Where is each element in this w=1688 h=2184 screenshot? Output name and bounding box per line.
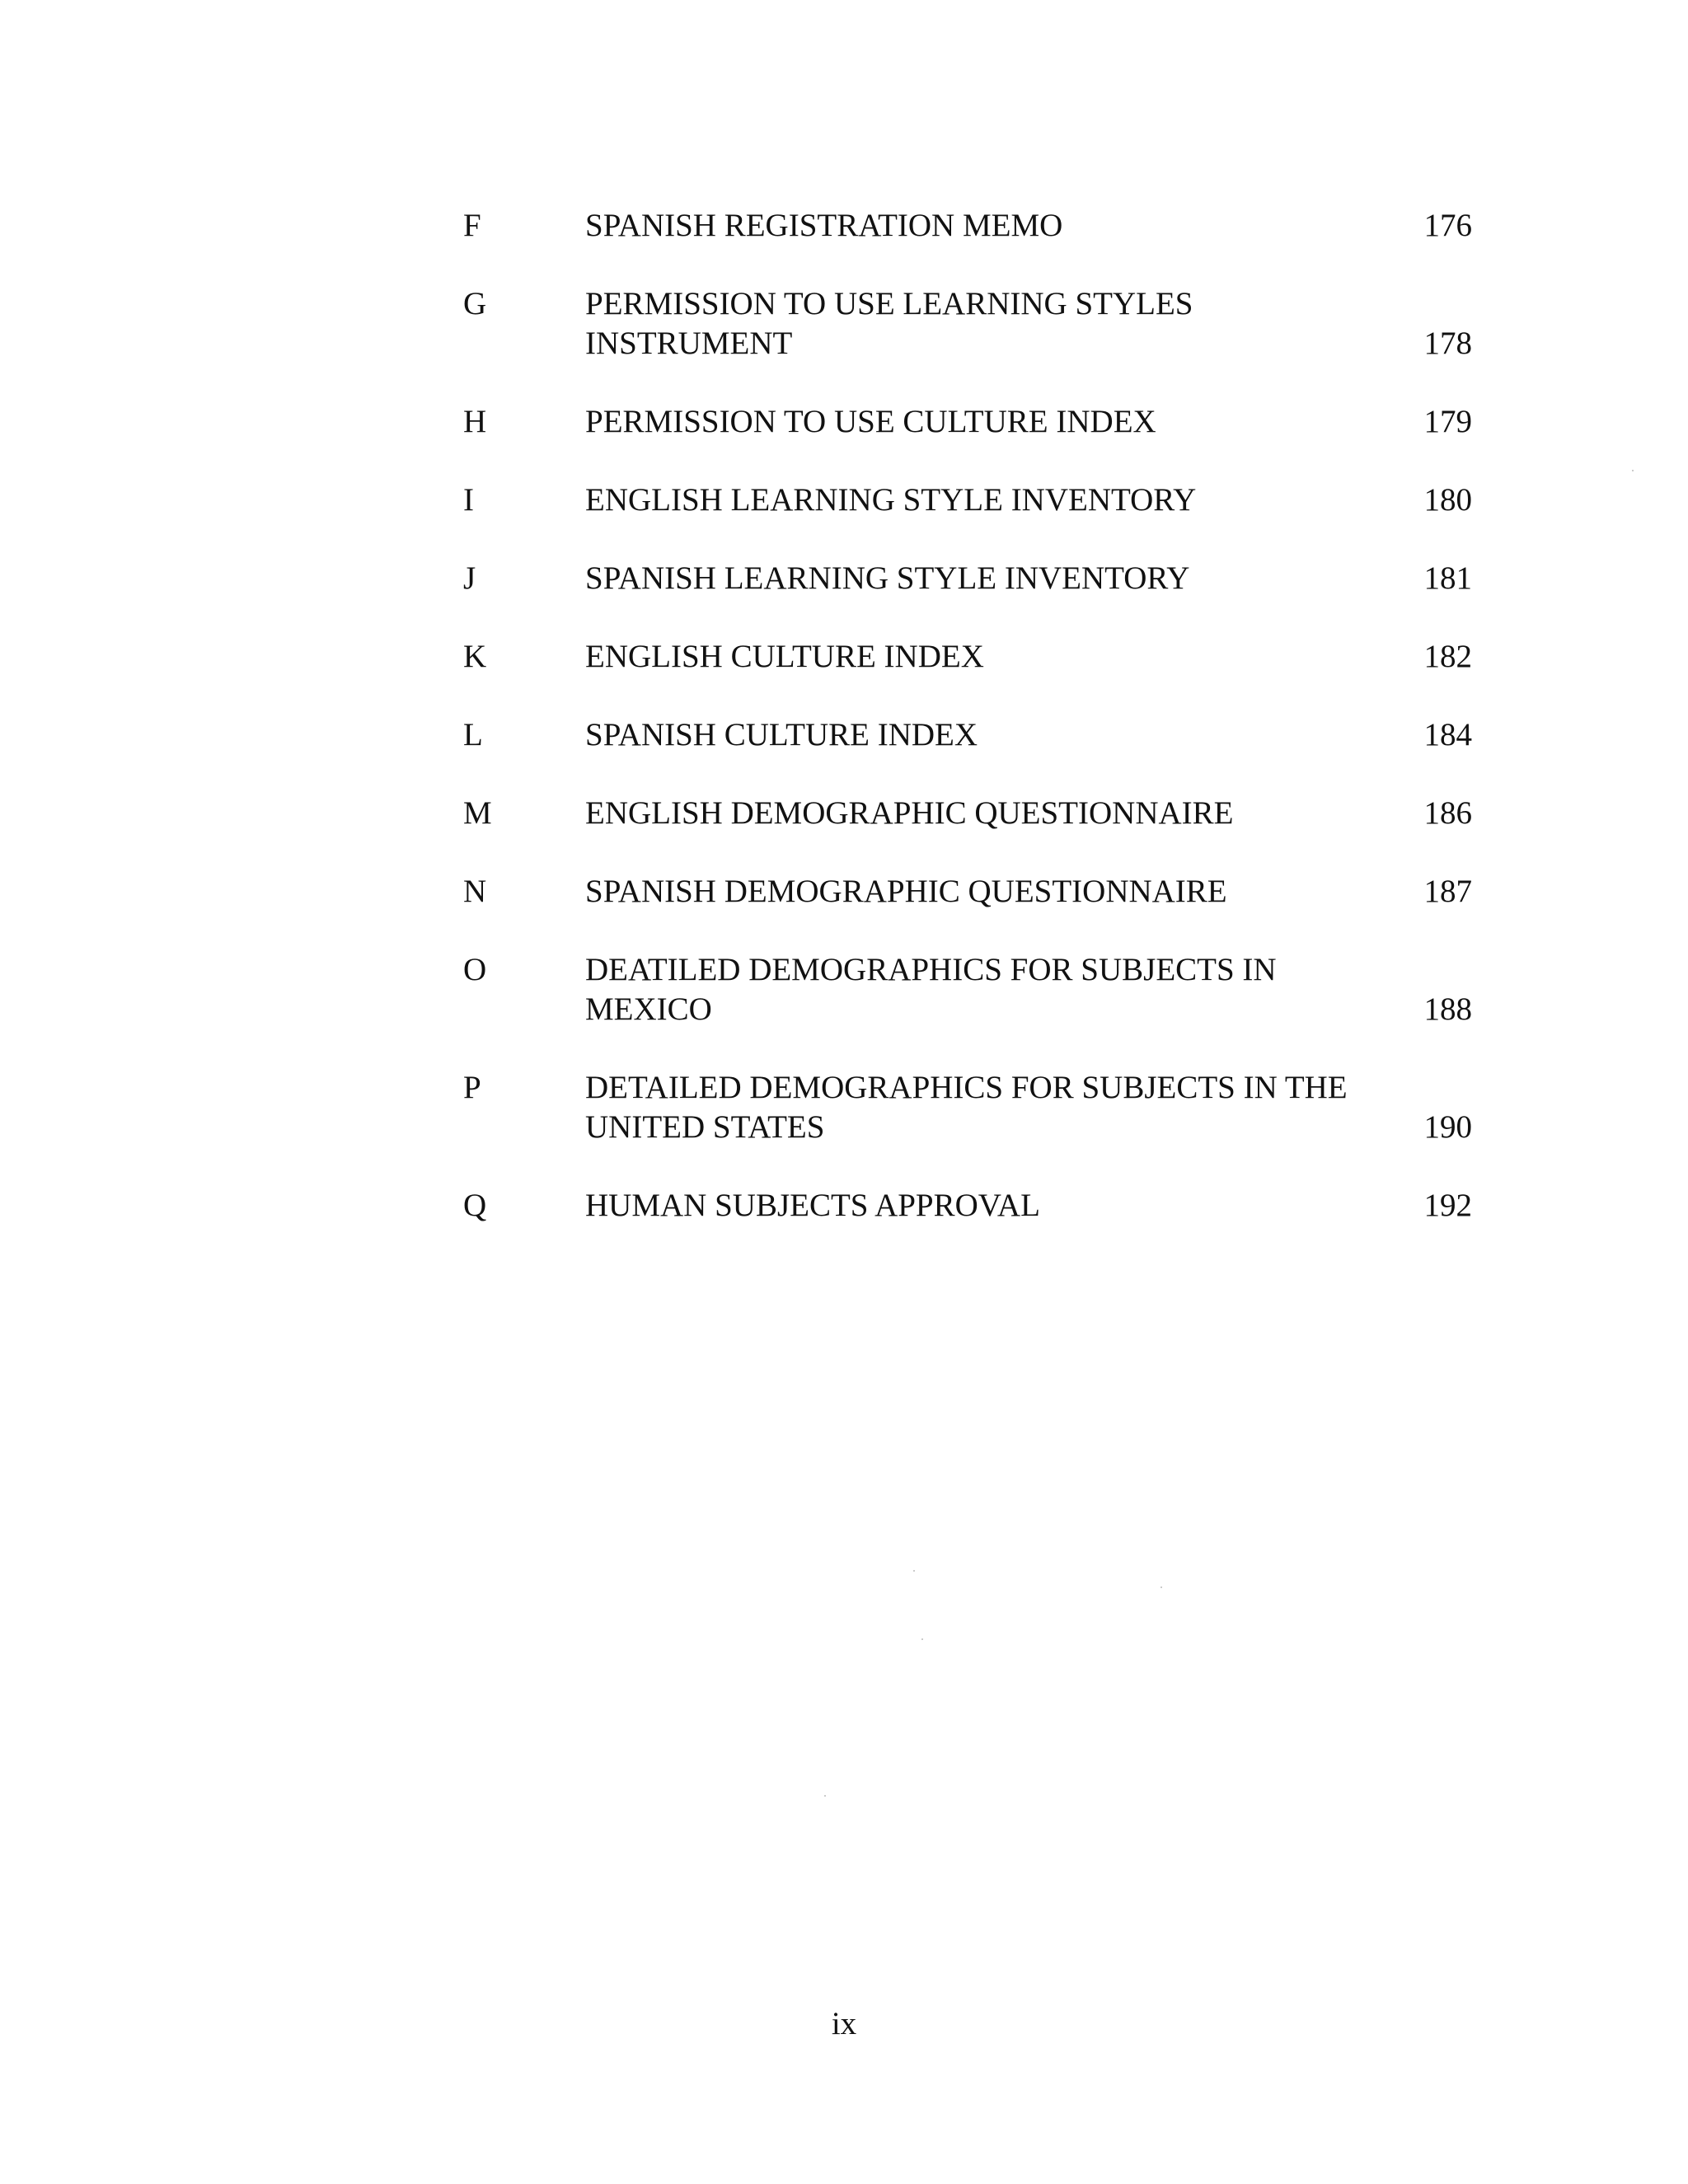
toc-entry-letter: K — [463, 639, 487, 674]
toc-entry-i[interactable] — [463, 480, 1484, 520]
toc-entry-letter: L — [463, 717, 483, 752]
toc-entry-letter: Q — [463, 1188, 487, 1223]
toc-entry-title: PERMISSION TO USE LEARNING STYLES INSTRUMENT — [585, 286, 1193, 361]
page-number: ix — [831, 2006, 857, 2041]
toc-entry-letter: G — [463, 286, 487, 321]
toc-entry-page: 188 — [1423, 991, 1472, 1027]
toc-entry-letter: N — [463, 874, 487, 909]
toc-entry-letter: H — [463, 404, 487, 439]
toc-entry-title: PERMISSION TO USE CULTURE INDEX — [585, 404, 1156, 439]
toc-entry-page: 181 — [1423, 560, 1472, 596]
scan-speck — [1632, 470, 1634, 471]
toc-entry-title: SPANISH DEMOGRAPHIC QUESTIONNAIRE — [585, 874, 1227, 909]
toc-entry-title: SPANISH LEARNING STYLE INVENTORY — [585, 560, 1190, 596]
toc-entry-h[interactable] — [463, 402, 1484, 442]
toc-entry-o[interactable] — [463, 950, 1484, 1029]
toc-entry-page: 184 — [1423, 717, 1472, 752]
toc-entry-f[interactable] — [463, 206, 1484, 246]
scan-speck — [1160, 1586, 1162, 1588]
toc-entry-letter: J — [463, 560, 476, 596]
toc-entry-title: SPANISH CULTURE INDEX — [585, 717, 978, 752]
toc-entry-page: 186 — [1423, 795, 1472, 831]
toc-entry-title: ENGLISH DEMOGRAPHIC QUESTIONNAIRE — [585, 795, 1234, 831]
toc-entry-page: 182 — [1423, 639, 1472, 674]
toc-entry-q[interactable] — [463, 1186, 1484, 1226]
toc-entry-l[interactable] — [463, 715, 1484, 755]
toc-entry-page: 178 — [1423, 326, 1472, 361]
scan-speck — [921, 1638, 923, 1640]
toc-entry-letter: O — [463, 952, 487, 987]
toc-entry-title: ENGLISH CULTURE INDEX — [585, 639, 984, 674]
toc-entry-title: ENGLISH LEARNING STYLE INVENTORY — [585, 482, 1197, 518]
toc-entry-page: 187 — [1423, 874, 1472, 909]
toc-entry-page: 190 — [1423, 1109, 1472, 1145]
toc-entry-k[interactable] — [463, 637, 1484, 677]
toc-entry-page: 180 — [1423, 482, 1472, 518]
toc-entry-page: 179 — [1423, 404, 1472, 439]
toc-entry-n[interactable] — [463, 872, 1484, 912]
toc-entry-letter: F — [463, 208, 481, 243]
toc-entry-g[interactable] — [463, 284, 1484, 363]
scan-speck — [913, 1570, 915, 1572]
toc-entry-page: 192 — [1423, 1188, 1472, 1223]
toc-entry-title: HUMAN SUBJECTS APPROVAL — [585, 1188, 1040, 1223]
toc-entry-p[interactable] — [463, 1068, 1484, 1147]
toc-entry-page: 176 — [1423, 208, 1472, 243]
toc-entry-m[interactable] — [463, 794, 1484, 833]
toc-entry-title: SPANISH REGISTRATION MEMO — [585, 208, 1063, 243]
toc-entry-title: DETAILED DEMOGRAPHICS FOR SUBJECTS IN THE UNITED STATES — [585, 1070, 1348, 1145]
toc-entry-letter: I — [463, 482, 474, 518]
toc-entry-title: DEATILED DEMOGRAPHICS FOR SUBJECTS IN MEXICO — [585, 952, 1277, 1027]
toc-entry-j[interactable] — [463, 559, 1484, 598]
toc-entry-letter: M — [463, 795, 492, 831]
scan-speck — [824, 1795, 826, 1797]
toc-entry-letter: P — [463, 1070, 481, 1105]
appendix-toc — [463, 206, 1484, 1226]
